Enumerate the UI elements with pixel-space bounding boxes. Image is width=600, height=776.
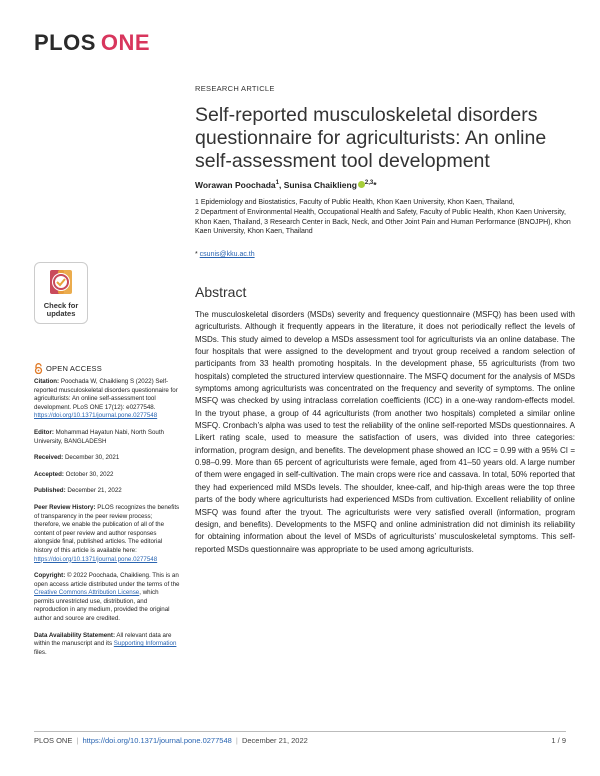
data-availability-text-end: files.: [34, 648, 47, 656]
accepted-block: [34, 471, 180, 480]
article-type: RESEARCH ARTICLE: [195, 84, 275, 93]
copyright-label: Copyright:: [34, 572, 66, 580]
open-access-label: [34, 363, 102, 374]
page-number: 1 / 9: [551, 736, 566, 745]
affiliation-item: 1 Epidemiology and Biostatistics, Faculty of Public Health, Khon Kaen University, Khon Kaen, Thailand,: [195, 199, 515, 206]
peer-review-text: PLOS recognizes the benefits of transparency in the peer review process; therefore, we enable the publication of all of the content of peer review and author responses alongside final, published articles. The editorial history of this article is available here:: [34, 503, 180, 554]
published-label: Published:: [34, 487, 66, 495]
author-separator: ,: [278, 180, 284, 190]
logo-one-text: ONE: [100, 30, 151, 55]
accepted-date: October 30, 2022: [63, 470, 114, 478]
email-link[interactable]: csunis@kku.ac.th: [199, 251, 255, 258]
author-affiliation-sup[interactable]: 1: [275, 180, 279, 187]
footer-divider: [34, 731, 566, 732]
editor-text: Mohammad Hayatun Nabi, North South University, BANGLADESH: [34, 428, 164, 445]
received-block: [34, 454, 180, 463]
editor-block: [34, 429, 180, 446]
check-for-updates-badge[interactable]: [34, 262, 88, 324]
peer-review-block: [34, 504, 180, 564]
peer-review-link[interactable]: https://doi.org/10.1371/journal.pone.0277548: [34, 555, 158, 563]
footer-doi-link[interactable]: https://doi.org/10.1371/journal.pone.0277548: [82, 736, 232, 745]
open-access-text: OPEN ACCESS: [46, 364, 102, 373]
supporting-information-link[interactable]: Supporting Information: [113, 640, 177, 648]
check-updates-text: [35, 302, 87, 318]
peer-review-label: Peer Review History:: [34, 503, 96, 511]
affiliations: [195, 198, 580, 237]
plos-one-logo[interactable]: [34, 30, 150, 56]
copyright-text-end: , which permits unrestricted use, distribution, and reproduction in any medium, provided the original author and source are credited.: [34, 589, 170, 623]
author-name[interactable]: Worawan Poochada: [195, 180, 276, 190]
corresponding-email: [195, 251, 255, 258]
orcid-icon[interactable]: [358, 181, 365, 188]
license-link[interactable]: Creative Commons Attribution License: [34, 589, 140, 597]
published-date: December 21, 2022: [65, 487, 122, 495]
article-title: Self-reported musculoskeletal disorders questionnaire for agriculturists: An online self-assessment tool development: [195, 104, 547, 172]
author-affiliation-sup[interactable]: 2,3: [364, 180, 374, 187]
received-date: December 30, 2021: [63, 454, 120, 462]
footer-separator: |: [76, 736, 79, 745]
copyright-block: [34, 572, 180, 624]
abstract-heading: Abstract: [195, 284, 247, 300]
citation-label: Citation:: [34, 378, 60, 385]
crossmark-icon: [46, 267, 76, 297]
abstract-text: The musculoskeletal disorders (MSDs) severity and frequency questionnaire (MSFQ) has been used with agriculturists. Although it frequently appears in the literature, it does not periodically reflect the levels of MSDs. This study aimed to develop a MSDs assessment tool for agriculturists via an online database. The four hospitals that were assigned to the development and tryout group received a random selection of participants from 33 health promoting hospitals. In the development phase, 55 agriculturists (from two hospitals) completed the structured interview questionnaire. The MSFQ document for the analysis of MSDs symptoms among agriculturists was concentrated on the frequency and severity of symptoms. The online MSFQ was checked by using intraclass correlation coefficients (ICC) in a one-way random-effects model. In the tryout phase, a group of 44 agriculturists (from another two hospitals) completed a similar online MSFQ. Cronbach’s alpha was used to test the reliability of the online self-reported MSDs questionnaires. A Likert rating scale, used to measure the satisfaction of users, was divided into three categories: information, program design, and benefits. The development phase showed an ICC = 0.99 with a 95% CI = 0.98–0.99. More than 65 percent of agriculturists were female, aged from 41–50 years old. A large number of them were engaged in self-cultivation. The main crops were rice and cassava. In total, 50% reported that they had experienced mild MSDs levels. The shoulder, knee-calf, and hip-thigh areas were the top three parts of the body where agriculturists had experienced MSDs from cultivation. Excellent reliability of online MSFQ was found after the tryout. The agriculturists were very satisfied overall (information, program design, and benefits). Developments to the MSFQ and online administration did not diminish its reliability for obtaining information about the level of MSDs of agriculturists’ musculoskeletal symptoms. This self-reported MSDs questionnaire was appropriate to be used among agriculturists.: [195, 310, 575, 554]
open-lock-icon: [34, 363, 43, 374]
citation-doi-link[interactable]: https://doi.org/10.1371/journal.pone.0277548: [34, 412, 158, 420]
data-availability-label: Data Availability Statement:: [34, 631, 116, 639]
citation-text: Poochada W, Chaiklieng S (2022) Self-reported musculoskeletal disorders questionnaire for agriculturists: An online self-assessment tool development. PLoS ONE 17(12): e0277548.: [34, 378, 178, 411]
affiliation-item: 2 Department of Environmental Health, Occupational Health and Safety, Faculty of Public Health, Khon Kaen University, Khon Kaen, Thailand, 3 Research Center in Back, Neck, and Other Joint Pain and Human Performance (BNOJPH), Khon Kaen University, Khon Kaen, Thailand: [195, 208, 571, 236]
article-metadata-sidebar: [34, 378, 180, 665]
check-updates-line1: Check for: [43, 301, 79, 310]
footer-journal: PLOS ONE: [34, 736, 73, 745]
data-availability-block: [34, 632, 180, 658]
copyright-text: © 2022 Poochada, Chaiklieng. This is an open access article distributed under the terms of the: [34, 572, 180, 588]
editor-label: Editor:: [34, 428, 54, 436]
data-availability-text: All relevant data are within the manuscript and its: [34, 631, 172, 648]
author-list: [195, 180, 377, 190]
page-footer: [34, 736, 308, 745]
received-label: Received:: [34, 454, 64, 462]
published-block: [34, 487, 180, 496]
accepted-label: Accepted:: [34, 470, 64, 478]
corresponding-mark: *: [195, 251, 200, 258]
corresponding-author-mark: *: [373, 180, 377, 190]
footer-date: December 21, 2022: [241, 736, 308, 745]
logo-plos-text: PLOS: [34, 30, 96, 55]
check-updates-line2: updates: [46, 309, 76, 318]
author-name[interactable]: Sunisa Chaiklieng: [283, 180, 357, 190]
footer-separator: |: [235, 736, 238, 745]
citation-block: [34, 378, 180, 421]
